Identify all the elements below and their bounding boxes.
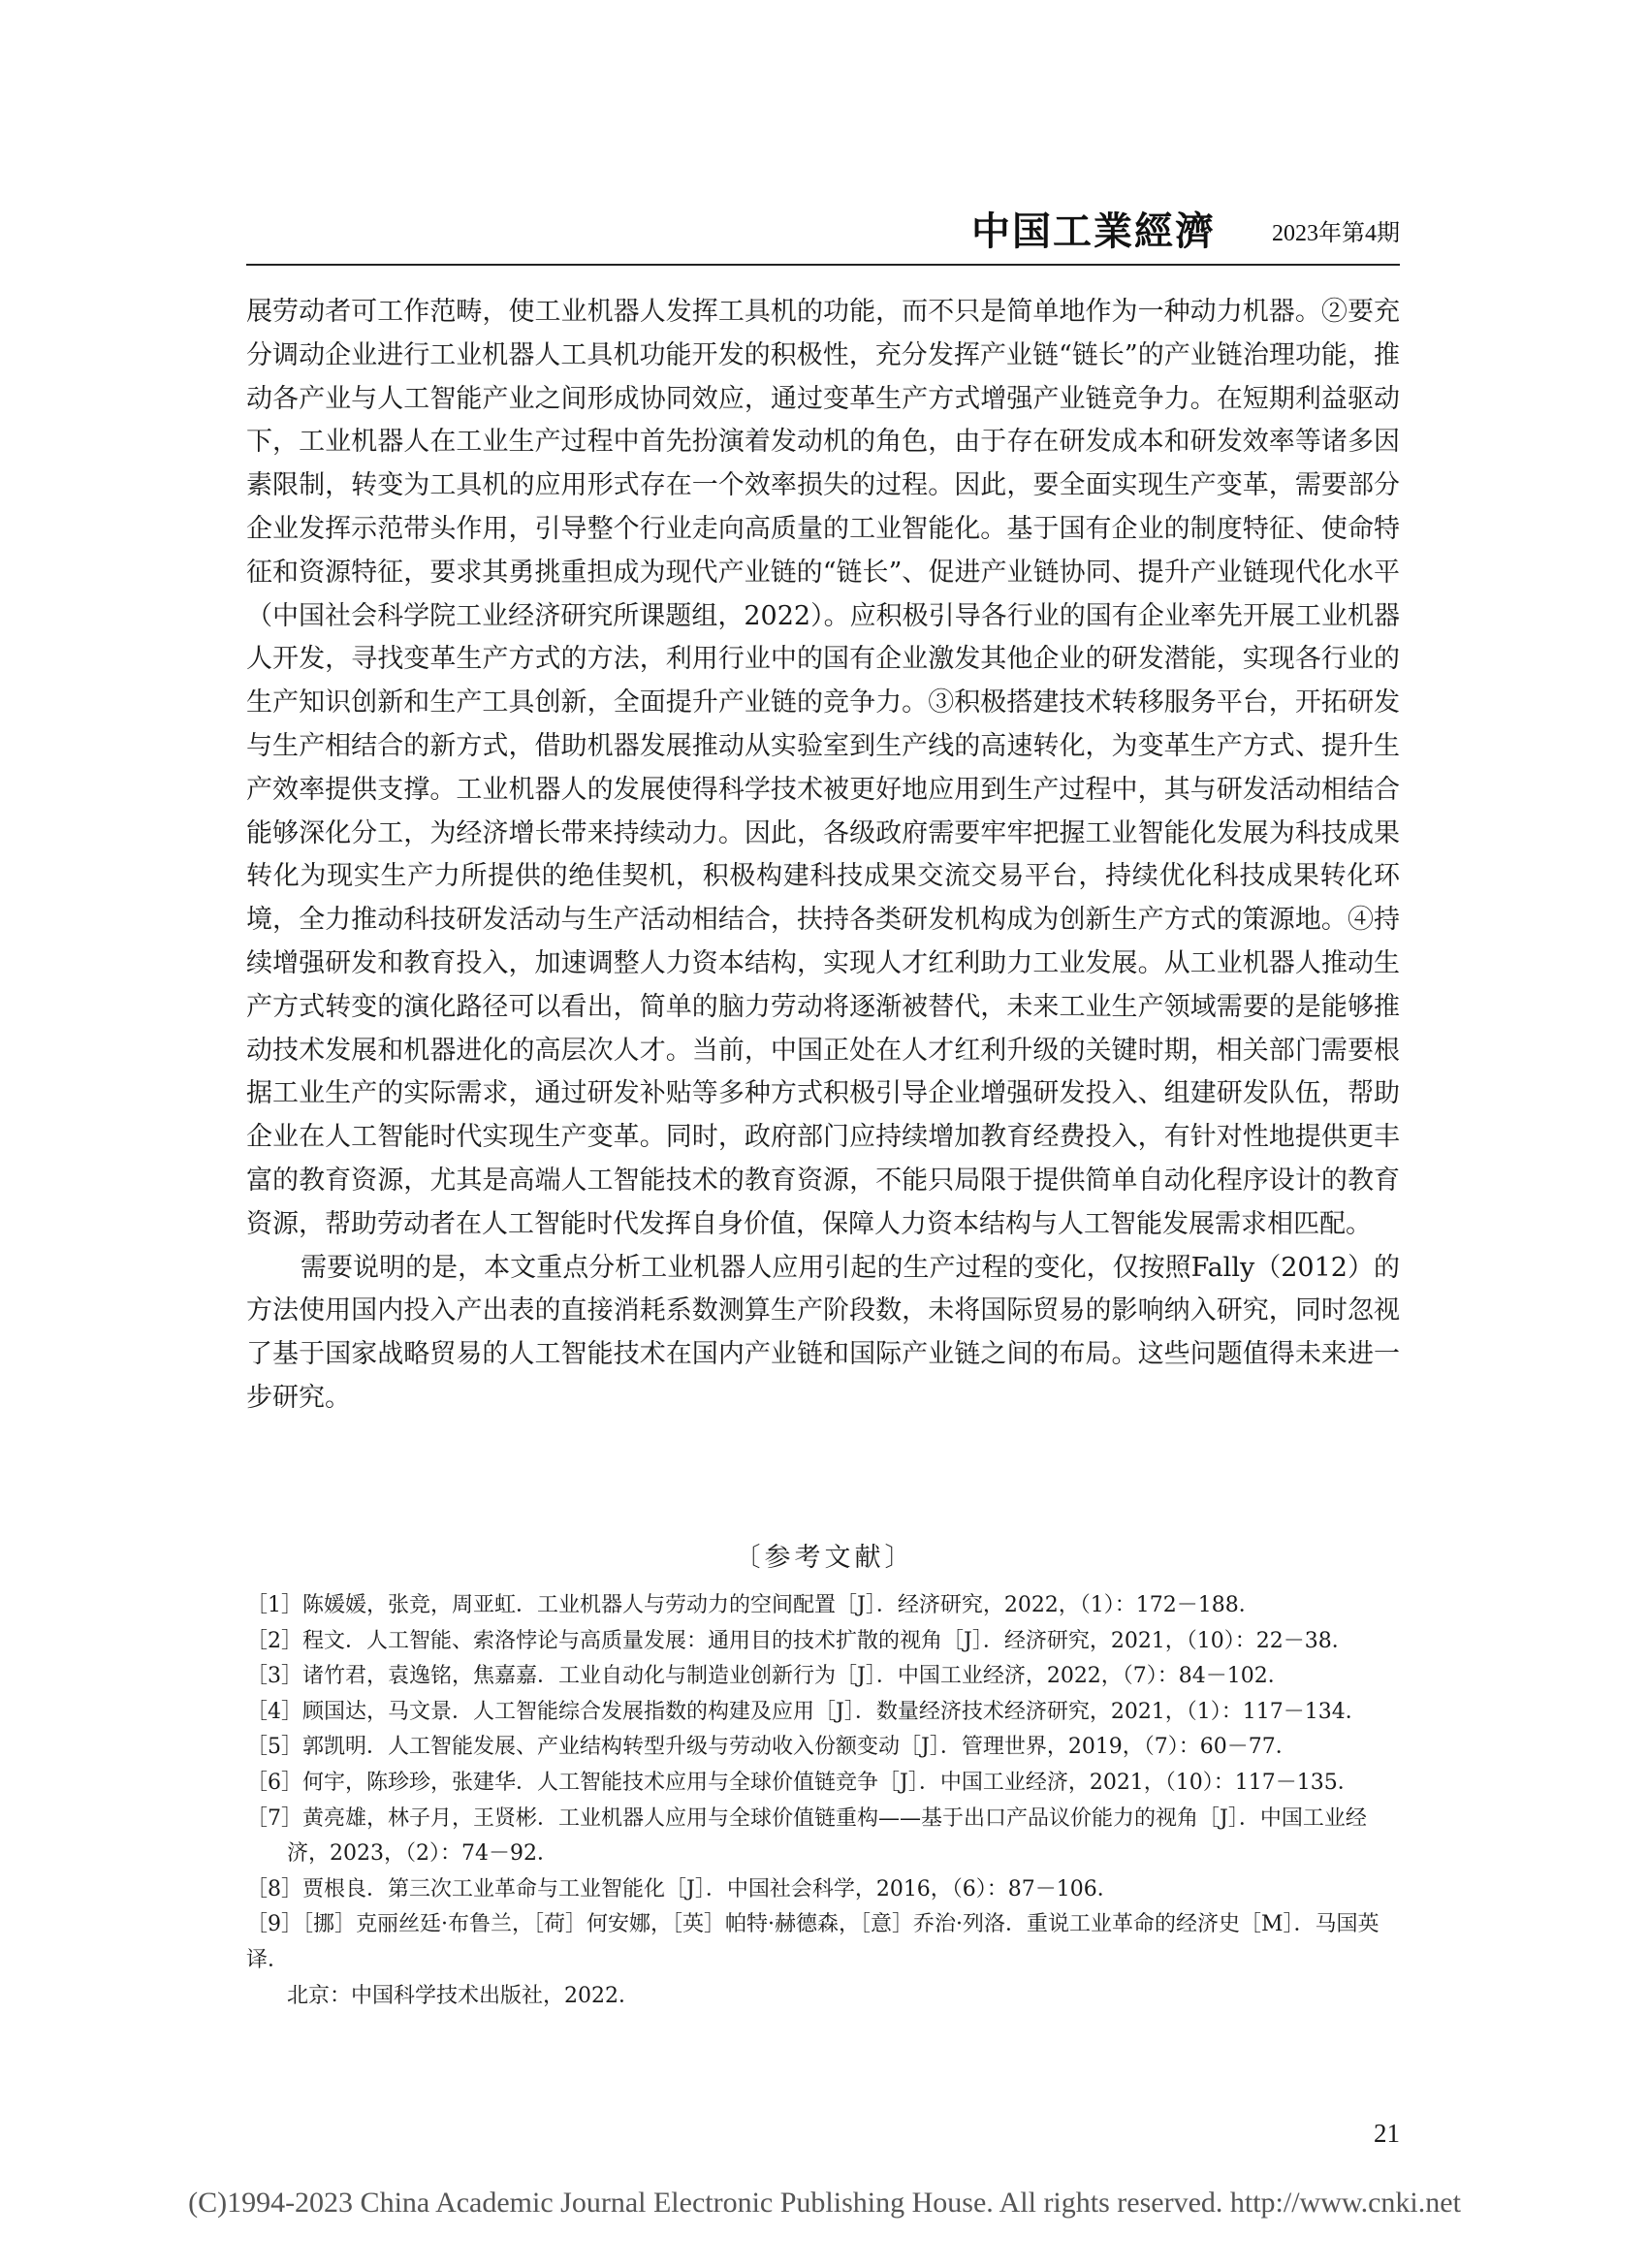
reference-item bbox=[246, 1695, 1400, 1731]
body-paragraph: 需要说明的是，本文重点分析工业机器人应用引起的生产过程的变化，仅按照Fally（2012）的方法使用国内投入产出表的直接消耗系数测算生产阶段数，未将国际贸易的影响纳入研究，同时忽视了基于国家战略贸易的人工智能技术在国内产业链和国际产业链之间的布局。这些问题值得未来进一步研究。 bbox=[246, 1252, 1400, 1413]
reference-text: ［6］何宇，陈珍珍，张建华．人工智能技术应用与全球价值链竞争［J］．中国工业经济，2021，（10）：117－135． bbox=[246, 1770, 1359, 1795]
reference-text: ［2］程文．人工智能、索洛悖论与高质量发展：通用目的技术扩散的视角［J］．经济研究，2021，（10）：22－38． bbox=[246, 1628, 1353, 1653]
reference-text: ［5］郭凯明．人工智能发展、产业结构转型升级与劳动收入份额变动［J］．管理世界，2019，（7）：60－77． bbox=[246, 1735, 1297, 1760]
reference-text: ［1］陈媛媛，张竞，周亚虹．工业机器人与劳动力的空间配置［J］．经济研究，2022，（1）：172－188． bbox=[246, 1593, 1260, 1617]
running-header bbox=[246, 209, 1400, 258]
references-heading: 〔参考文献〕 bbox=[734, 1543, 915, 1573]
reference-text: ［8］贾根良．第三次工业革命与工业智能化［J］．中国社会科学，2016，（6）：87－106． bbox=[246, 1876, 1119, 1901]
reference-text: ［7］黄亮雄，林子月，王贤彬．工业机器人应用与全球价值链重构——基于出口产品议价能力的视角［J］．中国工业经 bbox=[246, 1805, 1367, 1831]
reference-item bbox=[246, 1588, 1400, 1624]
reference-item bbox=[246, 1872, 1400, 1908]
reference-text: ［9］［挪］克丽丝廷·布鲁兰，［荷］何安娜，［英］帕特·赫德森，［意］乔治·列洛．重说工业革命的经济史［M］．马国英译． bbox=[246, 1912, 1379, 1972]
copyright-notice: (C)1994-2023 China Academic Journal Electronic Publishing House. All rights reserved. http://www.cnki.net bbox=[188, 2187, 1461, 2219]
page-number: 21 bbox=[1374, 2119, 1400, 2148]
reference-item bbox=[246, 1624, 1400, 1660]
journal-title: 中国工業經濟 bbox=[971, 208, 1216, 254]
reference-item bbox=[246, 1907, 1400, 2014]
article-body bbox=[246, 291, 1400, 1421]
reference-item bbox=[246, 1766, 1400, 1802]
reference-continuation: 济，2023，（2）：74－92． bbox=[287, 1841, 558, 1867]
reference-text: ［3］诸竹君，袁逸铭，焦嘉嘉．工业自动化与制造业创新行为［J］．中国工业经济，2022，（7）：84－102． bbox=[246, 1664, 1289, 1689]
reference-item bbox=[246, 1730, 1400, 1766]
reference-item bbox=[246, 1659, 1400, 1695]
reference-item bbox=[246, 1802, 1400, 1872]
issue-label: 2023年第4期 bbox=[1272, 221, 1400, 246]
reference-continuation: 北京：中国科学技术出版社，2022． bbox=[287, 1983, 640, 2008]
reference-text: ［4］顾国达，马文景．人工智能综合发展指数的构建及应用［J］．数量经济技术经济研究，2021，（1）：117－134． bbox=[246, 1699, 1367, 1724]
reference-list bbox=[246, 1588, 1400, 2014]
header-divider bbox=[246, 264, 1400, 266]
body-paragraph: 展劳动者可工作范畴，使工业机器人发挥工具机的功能，而不只是简单地作为一种动力机器。②要充分调动企业进行工业机器人工具机功能开发的积极性，充分发挥产业链“链长”的产业链治理功能，推动各产业与人工智能产业之间形成协同效应，通过变革生产方式增强产业链竞争力。在短期利益驱动下，工业机器人在工业生产过程中首先扮演着发动机的角色，由于存在研发成本和研发效率等诸多因素限制，转变为工具机的应用形式存在一个效率损失的过程。因此，要全面实现生产变革，需要部分企业发挥示范带头作用，引导整个行业走向高质量的工业智能化。基于国有企业的制度特征、使命特征和资源特征，要求其勇挑重担成为现代产业链的“链长”、促进产业链协同、提升产业链现代化水平（中国社会科学院工业经济研究所课题组，2022）。应积极引导各行业的国有企业率先开展工业机器人开发，寻找变革生产方式的方法，利用行业中的国有企业激发其他企业的研发潜能，实现各行业的生产知识创新和生产工具创新，全面提升产业链的竞争力。③积极搭建技术转移服务平台，开拓研发与生产相结合的新方式，借助机器发展推动从实验室到生产线的高速转化，为变革生产方式、提升生产效率提供支撑。工业机器人的发展使得科学技术被更好地应用到生产过程中，其与研发活动相结合能够深化分工，为经济增长带来持续动力。因此，各级政府需要牢牢把握工业智能化发展为科技成果转化为现实生产力所提供的绝佳契机，积极构建科技成果交流交易平台，持续优化科技成果转化环境，全力推动科技研发活动与生产活动相结合，扶持各类研发机构成为创新生产方式的策源地。④持续增强研发和教育投入，加速调整人力资本结构，实现人才红利助力工业发展。从工业机器人推动生产方式转变的演化路径可以看出，简单的脑力劳动将逐渐被替代，未来工业生产领域需要的是能够推动技术发展和机器进化的高层次人才。当前，中国正处在人才红利升级的关键时期，相关部门需要根据工业生产的实际需求，通过研发补贴等多种方式积极引导企业增强研发投入、组建研发队伍，帮助企业在人工智能时代实现生产变革。同时，政府部门应持续增加教育经费投入，有针对性地提供更丰富的教育资源，尤其是高端人工智能技术的教育资源，不能只局限于提供简单自动化程序设计的教育资源，帮助劳动者在人工智能时代发挥自身价值，保障人力资本结构与人工智能发展需求相匹配。 bbox=[246, 297, 1400, 1239]
